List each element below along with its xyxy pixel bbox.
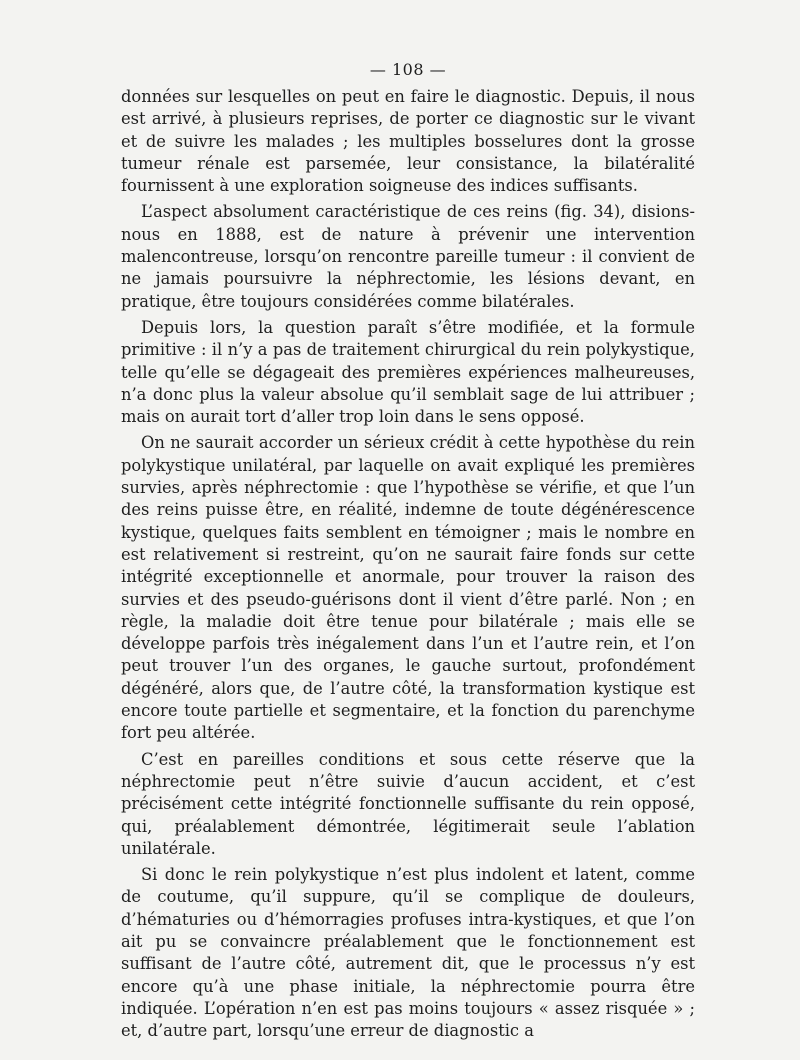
paragraph-1: données sur lesquelles on peut en faire le diagnostic. Depuis, il nous est arrivé, à plusieurs reprises, de porter ce diagnostic sur le vivant et de suivre les malades ; les multiples bosselures dont la grosse tumeur rénale est parsemée, leur consistance, la bilatéralité fournissent à une exploration soigneuse des indices suffisants. [121,87,695,196]
paragraph-5: C’est en pareilles conditions et sous cette réserve que la néphrectomie peut n’être suivie d’aucun accident, et c’est précisément cette intégrité fonctionnelle suffisante du rein opposé, qui, préalablement démontrée, légitimerait seule l’ablation unilatérale. [121,749,695,858]
paragraph-3: Depuis lors, la question paraît s’être modifiée, et la formule primitive : il n’y a pas de traitement chirurgical du rein polykystique, telle qu’elle se dégageait des premières expériences malheureuses, n’a donc plus la valeur absolue qu’il semblait sage de lui attribuer ; mais on aurait tort d’aller trop loin dans le sens opposé. [121,317,695,427]
page-number: — 108 — [369,60,447,79]
paragraph-2: L’aspect absolument caractéristique de ces reins (fig. 34), disions-nous en 1888, est de nature à prévenir une intervention malencontreuse, lorsqu’on rencontre pareille tumeur : il convient de ne jamais poursuivre la néphrectomie, les lésions devant, en pratique, être toujours considérées comme bilatérales. [121,202,695,311]
text-column [121,56,695,1046]
paragraph-4: On ne saurait accorder un sérieux crédit à cette hypothèse du rein polykystique unilatéral, par laquelle on avait expliqué les premières survies, après néphrectomie : que l’hypothèse se vérifie, et que l’un des reins puisse être, en réalité, indemne de toute dégénérescence kystique, quelques faits semblent en témoigner ; mais le nombre en est relativement si restreint, qu’on ne saurait faire fonds sur cette intégrité exceptionnelle et anormale, pour trouver la raison des survies et des pseudo-guérisons dont il vient d’être parlé. Non ; en règle, la maladie doit être tenue pour bilatérale ; mais elle se développe parfois très inégalement dans l’un et l’autre rein, et l’on peut trouver l’un des organes, le gauche surtout, profondément dégénéré, alors que, de l’autre côté, la transformation kystique est encore toute partielle et segmentaire, et la fonction du parenchyme fort peu altérée. [121,433,695,743]
paragraph-6: Si donc le rein polykystique n’est plus indolent et latent, comme de coutume, qu’il suppure, qu’il se complique de douleurs, d’hématuries ou d’hémorragies profuses intra-kystiques, et que l’on ait pu se convaincre préalablement que le fonctionnement est suffisant de l’autre côté, autrement dit, que le processus n’y est encore qu’à une phase initiale, la néphrectomie pourra être indiquée. L’opération n’en est pas moins toujours « assez risquée » ; et, d’autre part, lorsqu’une erreur de diagnostic a [121,865,695,1041]
